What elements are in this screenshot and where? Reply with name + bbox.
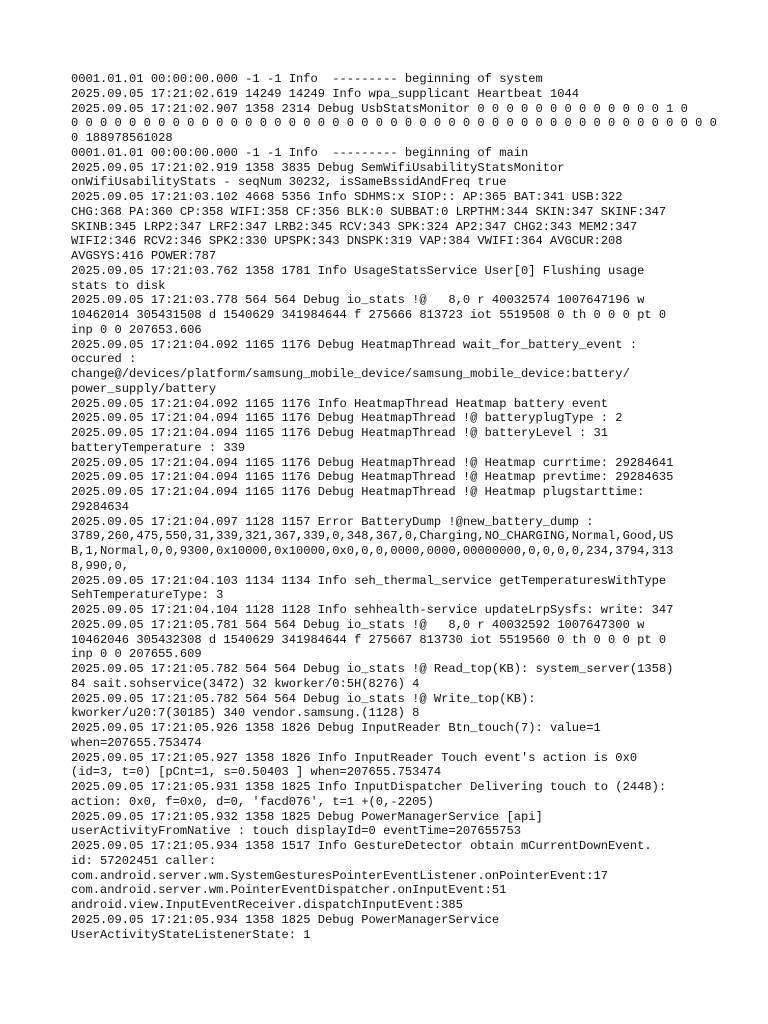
log-line: 2025.09.05 17:21:05.931 1358 1825 Info InputDispatcher Delivering touch to (2448): [71, 780, 667, 794]
log-line: 29284634 [71, 499, 130, 514]
log-line: 2025.09.05 17:21:02.907 1358 2314 Debug UsbStatsMonitor 0 0 0 0 0 0 0 0 0 0 0 0 0 1 0 [71, 101, 688, 116]
log-line: android.view.InputEventReceiver.dispatchInputEvent:385 [71, 898, 463, 912]
log-line: stats to disk [71, 278, 166, 293]
log-line: occured : [71, 352, 137, 367]
log-line: 2025.09.05 17:21:05.782 564 564 Debug io_stats !@ Read_top(KB): system_server(1358) [71, 662, 674, 676]
log-line: 2025.09.05 17:21:02.919 1358 3835 Debug SemWifiUsabilityStatsMonitor [71, 160, 565, 175]
log-line: 2025.09.05 17:21:04.094 1165 1176 Debug HeatmapThread !@ batteryLevel : 31 [71, 426, 609, 440]
log-line: 2025.09.05 17:21:05.932 1358 1825 Debug PowerManagerService [api] [71, 809, 543, 824]
log-line: 2025.09.05 17:21:04.103 1134 1134 Info seh_thermal_service getTemperaturesWithType [71, 573, 667, 588]
log-line: 2025.09.05 17:21:03.102 4668 5356 Info SDHMS:x SIOP:: AP:365 BAT:341 USB:322 [71, 190, 623, 204]
log-line: com.android.server.wm.PointerEventDispatcher.onInputEvent:51 [71, 883, 507, 898]
log-line: 0 0 0 0 0 0 0 0 0 0 0 0 0 0 0 0 0 0 0 0 0 0 0 0 0 0 0 0 0 0 0 0 0 0 0 0 0 0 0 0 0 0 0 0 0 [71, 116, 717, 131]
log-text [71, 72, 717, 942]
log-line: onWifiUsabilityStats - seqNum 30232, isSameBssidAndFreq true [71, 175, 507, 190]
log-line: 8,990,0, [71, 558, 130, 573]
log-line: 2025.09.05 17:21:05.781 564 564 Debug io_stats !@ 8,0 r 40032592 1007647300 w [71, 617, 645, 632]
log-line: 0 188978561028 [71, 131, 173, 145]
log-line: userActivityFromNative : touch displayId=0 eventTime=207655753 [71, 824, 521, 839]
log-line: 2025.09.05 17:21:05.934 1358 1517 Info GestureDetector obtain mCurrentDownEvent. [71, 839, 652, 853]
log-line: SKINB:345 LRP2:347 LRF2:347 LRB2:345 RCV:343 SPK:324 AP2:347 CHG2:343 MEM2:347 [71, 219, 638, 234]
log-line: CHG:368 PA:360 CP:358 WIFI:358 CF:356 BLK:0 SUBBAT:0 LRPTHM:344 SKIN:347 SKINF:347 [71, 204, 667, 219]
log-line: 10462046 305432308 d 1540629 341984644 f 275667 813730 iot 5519560 0 th 0 0 0 pt 0 [71, 632, 667, 647]
log-line: 2025.09.05 17:21:04.092 1165 1176 Info HeatmapThread Heatmap battery event [71, 396, 609, 411]
log-line: 0001.01.01 00:00:00.000 -1 -1 Info --------- beginning of main [71, 145, 529, 160]
log-line: id: 57202451 caller: [71, 853, 217, 868]
log-line: 10462014 305431508 d 1540629 341984644 f 275666 813723 iot 5519508 0 th 0 0 0 pt 0 [71, 308, 667, 322]
log-line: action: 0x0, f=0x0, d=0, 'facd076', t=1 +(0,-2205) [71, 794, 434, 809]
log-line: inp 0 0 207653.606 [71, 322, 202, 337]
log-line: power_supply/battery [71, 381, 217, 396]
log-line: change@/devices/platform/samsung_mobile_device/samsung_mobile_device:battery/ [71, 367, 630, 381]
log-line: 0001.01.01 00:00:00.000 -1 -1 Info --------- beginning of system [71, 72, 543, 86]
log-line: 2025.09.05 17:21:05.926 1358 1826 Debug InputReader Btn_touch(7): value=1 [71, 721, 601, 735]
log-line: com.android.server.wm.SystemGesturesPointerEventListener.onPointerEvent:17 [71, 868, 609, 883]
log-line: 2025.09.05 17:21:05.927 1358 1826 Info InputReader Touch event's action is 0x0 [71, 750, 638, 765]
log-line: 2025.09.05 17:21:04.092 1165 1176 Debug HeatmapThread wait_for_battery_event : [71, 337, 638, 352]
log-line: when=207655.753474 [71, 735, 202, 750]
log-line: 2025.09.05 17:21:03.762 1358 1781 Info UsageStatsService User[0] Flushing usage [71, 263, 645, 278]
log-line: 84 sait.sohservice(3472) 32 kworker/0:5H(8276) 4 [71, 676, 420, 691]
log-line: 2025.09.05 17:21:04.097 1128 1157 Error BatteryDump !@new_battery_dump : [71, 514, 594, 529]
log-line: kworker/u20:7(30185) 340 vendor.samsung.(1128) 8 [71, 706, 420, 721]
log-line: 2025.09.05 17:21:04.094 1165 1176 Debug HeatmapThread !@ Heatmap plugstarttime: [71, 485, 645, 499]
log-line: 2025.09.05 17:21:05.934 1358 1825 Debug PowerManagerService [71, 912, 500, 927]
log-line: AVGSYS:416 POWER:787 [71, 249, 217, 263]
log-line: (id=3, t=0) [pCnt=1, s=0.50403 ] when=207655.753474 [71, 765, 442, 780]
log-line: 2025.09.05 17:21:04.094 1165 1176 Debug HeatmapThread !@ batteryplugType : 2 [71, 411, 623, 426]
log-line: inp 0 0 207655.609 [71, 647, 202, 662]
log-line: batteryTemperature : 339 [71, 440, 246, 455]
log-line: 3789,260,475,550,31,339,321,367,339,0,348,367,0,Charging,NO_CHARGING,Normal,Good,US [71, 529, 674, 544]
log-line: WIFI2:346 RCV2:346 SPK2:330 UPSPK:343 DNSPK:319 VAP:384 VWIFI:364 AVGCUR:208 [71, 234, 623, 249]
log-line: 2025.09.05 17:21:04.094 1165 1176 Debug HeatmapThread !@ Heatmap prevtime: 29284635 [71, 470, 674, 485]
log-line: 2025.09.05 17:21:04.094 1165 1176 Debug HeatmapThread !@ Heatmap currtime: 29284641 [71, 455, 674, 470]
log-line: SehTemperatureType: 3 [71, 588, 224, 603]
log-line: UserActivityStateListenerState: 1 [71, 927, 311, 942]
log-line: B,1,Normal,0,0,9300,0x10000,0x10000,0x0,0,0,0000,0000,00000000,0,0,0,0,234,3794,313 [71, 544, 674, 558]
log-line: 2025.09.05 17:21:03.778 564 564 Debug io_stats !@ 8,0 r 40032574 1007647196 w [71, 293, 645, 308]
log-line: 2025.09.05 17:21:02.619 14249 14249 Info wpa_supplicant Heartbeat 1044 [71, 86, 580, 101]
log-line: 2025.09.05 17:21:04.104 1128 1128 Info sehhealth-service updateLrpSysfs: write: 347 [71, 603, 674, 617]
log-line: 2025.09.05 17:21:05.782 564 564 Debug io_stats !@ Write_top(KB): [71, 691, 536, 706]
